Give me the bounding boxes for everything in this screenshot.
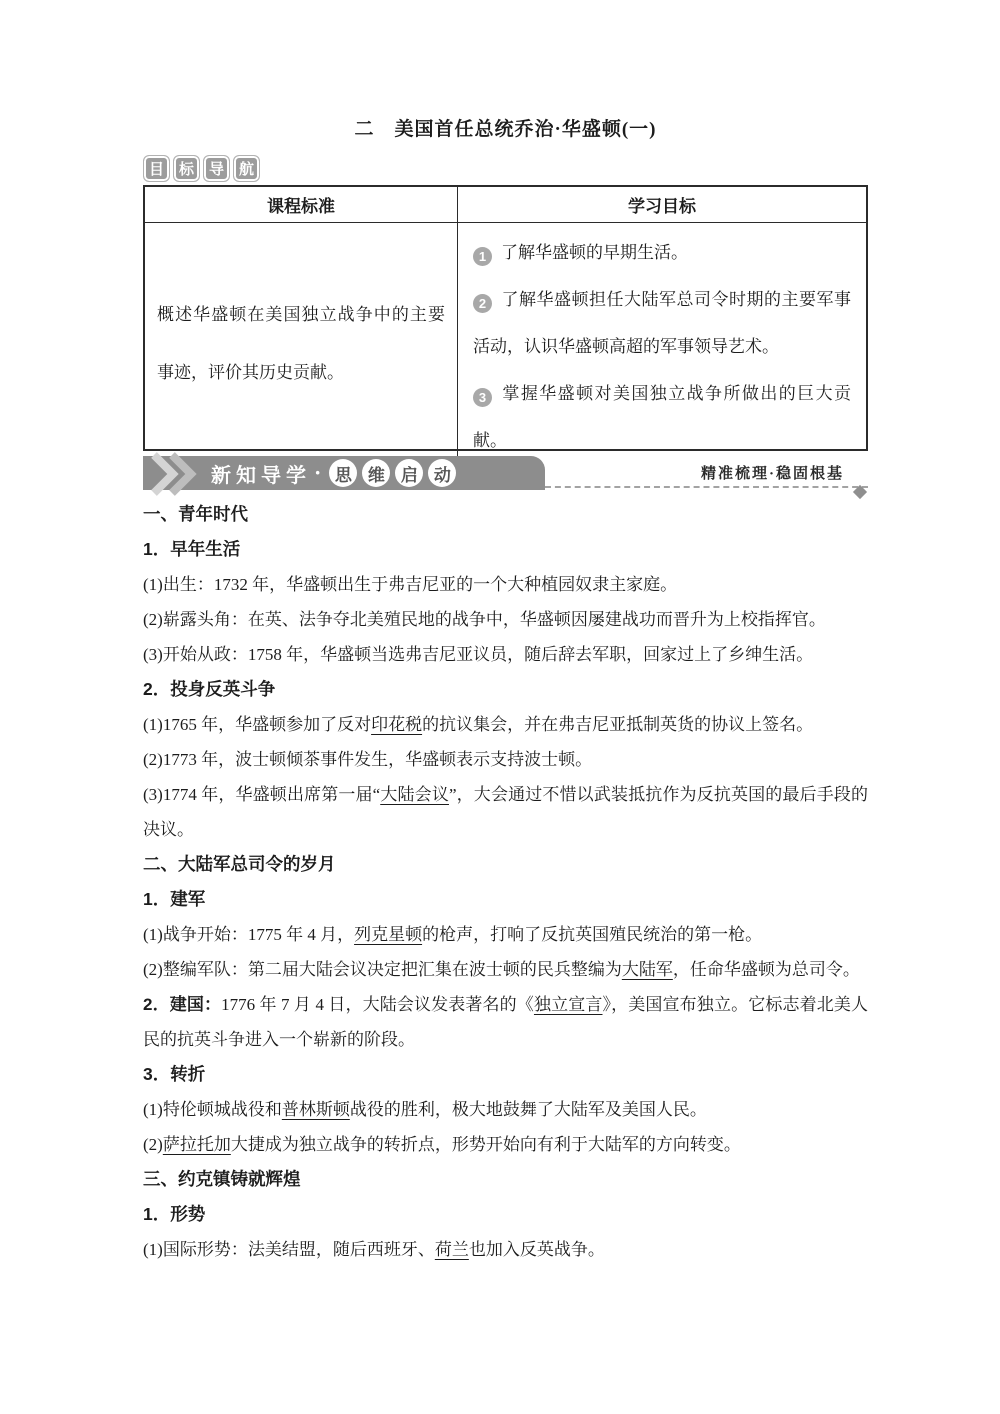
text-run: 2．建国： [143,995,222,1014]
subsection-heading: 1．形势 [143,1204,206,1224]
underlined-term: 印花税 [371,715,423,734]
page-content [143,0,868,1267]
circled-number-icon: 2 [473,294,492,313]
text-run: (1)1765 年，华盛顿参加了反对 [143,715,372,734]
text-run: 也加入反英战争。 [468,1240,605,1259]
paragraph [143,1127,868,1162]
table-header-row [145,187,866,223]
body-content [143,497,868,1267]
text-run: ”，大会通过不惜以武装抵抗作为反抗英国的最后手段的决议。 [143,785,869,839]
band-separator-icon: · [314,460,322,485]
dashed-rule [545,486,868,488]
chevron-right-icon [148,452,206,496]
standards-table [143,185,868,451]
paragraph [143,742,868,777]
paragraph [143,917,868,952]
table-header-course-standard: 课程标准 [145,187,458,222]
text-run: (2)崭露头角：在英、法争夺北美殖民地的战争中，华盛顿因屡建战功而晋升为上校指挥官。 [143,610,826,629]
band-circle-char: 维 [362,459,390,487]
paragraph [143,1232,868,1267]
subsection-heading: 3．转折 [143,1064,206,1084]
objectives-list [458,223,866,464]
band-circle-char: 启 [395,459,423,487]
text-run: 》，美国宣布独立。它标志着北美人民的抗英斗争进入一个崭新的阶段。 [143,995,869,1049]
badge-char: 导 [203,155,230,182]
table-header-learning-objectives: 学习目标 [628,197,696,216]
subsection-heading: 2．投身反英斗争 [143,679,276,699]
text-run: 的枪声，打响了反抗英国殖民统治的第一枪。 [422,925,763,944]
underlined-term: 大陆军 [621,960,673,979]
section-heading: 三、约克镇铸就辉煌 [143,1169,301,1189]
band-title: 新知导学 [211,464,311,487]
underlined-term: 萨拉托加 [162,1135,231,1154]
paragraph [143,602,868,637]
subsection-heading: 1．早年生活 [143,539,241,559]
text-run: 大捷成为独立战争的转折点，形势开始向有利于大陆军的方向转变。 [230,1135,741,1154]
band-circle-group [329,459,456,487]
underlined-term: 独立宣言 [533,995,603,1014]
text-run: 战役的胜利，极大地鼓舞了大陆军及美国人民。 [349,1100,707,1119]
paragraph [143,952,868,987]
page-title: 二 美国首任总统乔治·华盛顿(一) [354,119,657,140]
text-run: (2)1773 年，波士顿倾茶事件发生，华盛顿表示支持波士顿。 [143,750,593,769]
circled-number-icon: 1 [473,247,492,266]
subsection-heading: 1．建军 [143,889,206,909]
text-run: (1)出生：1732 年，华盛顿出生于弗吉尼亚的一个大种植园奴隶主家庭。 [143,575,678,594]
band-circle-char: 动 [428,459,456,487]
objective-text: 掌握华盛顿对美国独立战争所做出的巨大贡献。 [473,384,851,450]
objective-text: 了解华盛顿的早期生活。 [501,243,688,262]
text-run: ，任命华盛顿为总司令。 [672,960,860,979]
section-heading: 二、大陆军总司令的岁月 [143,854,336,874]
underlined-term: 大陆会议 [380,785,449,804]
table-body-row [145,223,866,449]
text-run: (1)战争开始：1775 年 4 月， [143,925,355,944]
objective-item [473,229,851,276]
paragraph [143,637,868,672]
text-run: (1)特伦顿城战役和 [143,1100,282,1119]
circled-number-icon: 3 [473,388,492,407]
underlined-term: 列克星顿 [354,925,423,944]
text-run: (1)国际形势：法美结盟，随后西班牙、 [143,1240,435,1259]
band-circle-char: 思 [329,459,357,487]
band-slogan: 精准梳理·稳固根基 [700,466,844,482]
underlined-term: 普林斯顿 [281,1100,350,1119]
paragraph [143,707,868,742]
objective-item [473,276,851,370]
text-run: 1776 年 7 月 4 日，大陆会议发表著名的《 [221,995,534,1014]
badge-char: 标 [173,155,200,182]
text-run: (2) [143,1135,163,1154]
paragraph [143,1092,868,1127]
text-run: (3)1774 年，华盛顿出席第一届“ [143,785,381,804]
course-standard-cell [145,223,458,464]
underlined-term: 荷兰 [434,1240,469,1259]
band-tab [143,456,545,490]
course-standard-text: 概述华盛顿在美国独立战争中的主要事迹，评价其历史贡献。 [157,304,445,382]
text-run: (2)整编军队：第二届大陆会议决定把汇集在波士顿的民兵整编为 [143,960,622,979]
paragraph [143,567,868,602]
text-run: 的抗议集会，并在弗吉尼亚抵制英货的协议上签名。 [422,715,814,734]
objective-item [473,370,851,464]
section-band [143,456,868,490]
badge-char: 航 [233,155,260,182]
section-heading: 一、青年时代 [143,504,248,524]
paragraph [143,777,868,847]
paragraph [143,987,868,1057]
goal-nav-badge [143,155,868,182]
text-run: (3)开始从政：1758 年，华盛顿当选弗吉尼亚议员，随后辞去军职，回家过上了乡绅生活。 [143,645,814,664]
badge-char: 目 [143,155,170,182]
objective-text: 了解华盛顿担任大陆军总司令时期的主要军事活动，认识华盛顿高超的军事领导艺术。 [473,290,851,356]
